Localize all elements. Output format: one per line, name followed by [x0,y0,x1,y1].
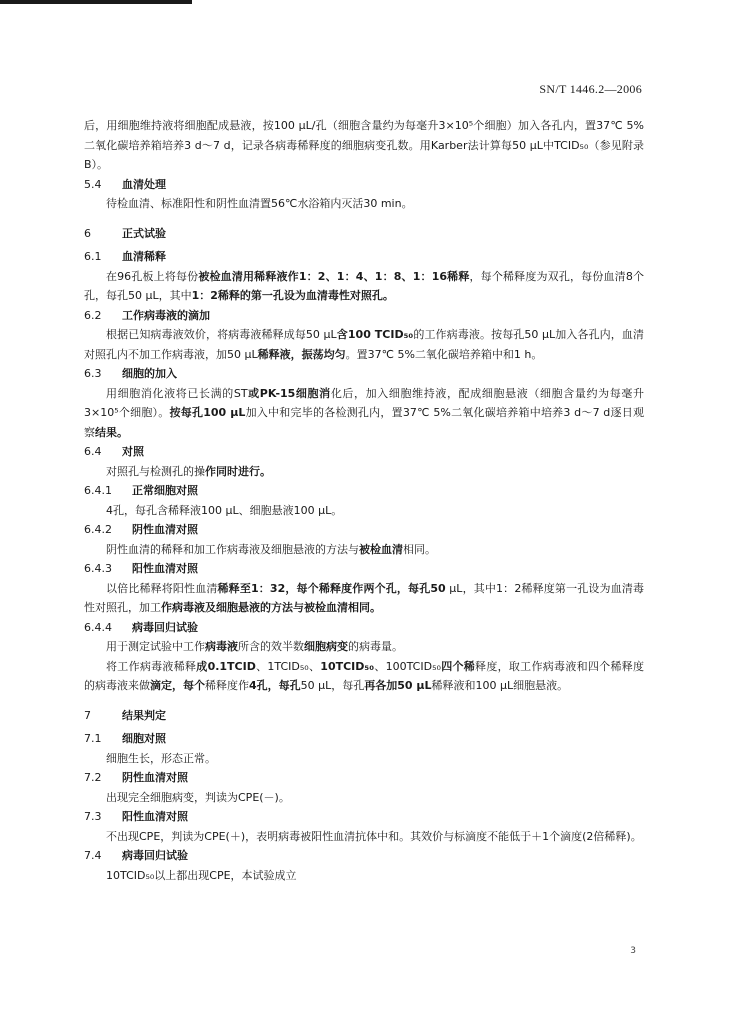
text-run: 50 μL，每孔 [300,679,365,692]
section-number: 6.4.4 [84,620,112,634]
bold-run: 稀释液，振荡均匀 [257,347,346,361]
section-title: 正常细胞对照 [132,484,198,497]
section-6-4-2-heading [84,520,644,540]
bold-run: 细胞病变 [304,640,348,653]
section-title: 结果判定 [122,708,166,722]
section-6-4-4-text-1 [84,637,644,657]
section-6-2-heading [84,306,644,326]
bold-run: 病毒液 [205,640,238,653]
bold-run: 或PK-15细胞消 [247,386,331,400]
text-run: 用于测定试验中工作 [106,640,205,653]
section-6-4-3-text [84,579,644,618]
section-number: 7.4 [84,849,102,862]
text-run: μL，其中1：2稀释度第一孔设为血清毒性对照孔，加工 [84,581,644,614]
section-title: 阳性血清对照 [122,810,188,823]
bold-run: 1：2稀释的第一孔设为血清毒性对照孔。 [191,289,394,302]
section-6-4-4-heading [84,618,644,638]
text-run: 稀释度作 [205,679,249,692]
bold-run: 稀释至1：32，每个稀释度作两个孔，每孔50 [217,581,446,595]
section-title: 血清稀释 [122,250,166,263]
bold-run: 作病毒液及细胞悬液的方法与被检血清相同。 [161,601,381,614]
section-6-heading [84,224,644,244]
section-title: 工作病毒液的滴加 [122,308,210,322]
text-run: 将工作病毒液稀释 [106,659,197,673]
section-6-4-4-text-2 [84,657,644,696]
text-run: 对照孔与检测孔的操 [106,464,205,478]
section-title: 细胞的加入 [122,367,177,380]
text-run: 根据已知病毒液效价，将病毒液稀释成每50 μL [106,328,337,341]
section-7-3-heading [84,807,644,827]
text-run: 、1TCID₅₀、 [255,659,321,673]
text-run: 所含的效半数 [238,640,304,653]
section-number: 7 [84,708,91,722]
section-number: 6.1 [84,250,102,263]
section-7-1-text: 细胞生长，形态正常。 [106,751,216,765]
document-id: SN/T 1446.2—2006 [539,82,642,96]
section-7-2-heading [84,768,644,788]
section-5-4-heading [84,175,644,195]
text-run: 的病毒量。 [348,640,403,653]
text-run: 的工作病毒液。按每孔50 μL加入各孔内，血清对照孔内不加工作病毒液，加50 μL [84,328,645,361]
text-run: 。置37℃ 5%二氧化碳培养箱中和1 h。 [345,347,543,361]
section-number: 7.3 [84,810,102,823]
bold-run: 再各加50 μL [364,679,432,692]
bold-run: 按每孔100 μL [169,406,246,419]
section-number: 6.2 [84,308,102,322]
section-7-4-text: 10TCID₅₀以上都出现CPE，本试验成立 [106,868,297,882]
section-7-2-text: 出现完全细胞病变，判读为CPE(－)。 [106,790,290,804]
section-title: 阳性血清对照 [132,562,198,575]
section-title: 病毒回归试验 [122,849,188,862]
bold-run: 4孔，每孔 [249,679,301,692]
section-6-4-heading [84,442,644,462]
bold-run: 滴定，每个 [150,679,205,692]
text-run: 阴性血清的稀释和加工作病毒液及细胞悬液的方法与 [106,542,359,556]
bold-run: 结果。 [95,425,128,439]
text-run: 、100TCID₅₀ [374,659,441,673]
section-number: 6.4 [84,445,102,458]
section-6-4-2-text [84,540,644,560]
section-number: 6.4.1 [84,484,112,497]
section-title: 阴性血清对照 [132,523,198,536]
section-7-1-heading [84,729,644,749]
bold-run: 四个稀 [440,659,476,673]
bold-run: 作同时进行。 [205,464,271,478]
bold-run: 被检血清用稀释液作1：2、1：4、1：8、1：16稀释 [198,269,470,283]
section-number: 6.4.2 [84,523,112,536]
text-run: 用细胞消化液将已长满的ST [106,386,248,400]
section-6-4-1-heading [84,481,644,501]
text-run: 化后，加入细胞维持液，配成细胞悬液（细胞含量约为每毫升3×10⁵个细胞）。 [84,386,645,419]
text-run: 加入中和完毕的各检测孔内，置37℃ 5%二氧化碳培养箱中培养3 d～7 d逐日观察 [84,406,644,439]
section-title: 正式试验 [122,226,166,240]
text-run: 以倍比稀释将阳性血清 [106,581,218,595]
section-6-1-heading [84,247,644,267]
text-run: 释度，取工作病毒液和四个稀释度的病毒液来做 [84,659,645,692]
bold-run: 含100 TCID₅₀ [336,328,414,341]
bold-run: 成0.1TCID [196,659,256,673]
section-title: 细胞对照 [122,732,166,745]
page-number: 3 [630,946,636,956]
section-number: 6.4.3 [84,562,112,575]
section-title: 阴性血清对照 [122,771,188,784]
text-run: 相同。 [403,542,436,556]
section-6-4-text [84,462,644,482]
section-7-heading [84,706,644,726]
section-number: 7.1 [84,732,102,745]
section-6-3-heading [84,364,644,384]
bold-run: 10TCID₅₀ [320,659,375,673]
text-run: 稀释液和100 μL细胞悬液。 [431,679,569,692]
text-run: 在96孔板上将每份 [106,269,199,283]
top-rule [0,0,192,4]
section-title: 对照 [122,445,144,458]
section-6-4-3-heading [84,559,644,579]
section-number: 7.2 [84,771,102,784]
section-5-4-text: 待检血清、标准阳性和阴性血清置56℃水浴箱内灭活30 min。 [106,197,413,210]
section-6-1-text [84,267,644,306]
section-number: 5.4 [84,177,102,191]
section-number: 6.3 [84,367,102,380]
document-body [84,116,644,885]
section-7-4-heading [84,846,644,866]
section-6-2-text [84,325,644,364]
section-number: 6 [84,226,91,240]
section-title: 血清处理 [122,177,166,191]
intro-paragraph: 后，用细胞维持液将细胞配成悬液，按100 μL/孔（细胞含量约为每毫升3×10⁵个细胞）加入各孔内，置37℃ 5%二氧化碳培养箱培养3 d～7 d，记录各病毒稀释度的细胞病变孔数。用Karber法计算每50 μL中TCID₅₀（参见附录B）。 [84,119,644,171]
section-title: 病毒回归试验 [132,620,198,634]
bold-run: 被检血清 [359,542,403,556]
text-run: ，每个稀释度为双孔，每份血清8个孔，每孔50 μL，其中 [84,269,644,302]
section-6-4-1-text: 4孔，每孔含稀释液100 μL、细胞悬液100 μL。 [106,503,343,517]
section-6-3-text [84,384,644,443]
section-7-3-text: 不出现CPE，判读为CPE(＋)，表明病毒被阳性血清抗体中和。其效价与标滴度不能低于＋1个滴度(2倍稀释)。 [106,829,642,843]
